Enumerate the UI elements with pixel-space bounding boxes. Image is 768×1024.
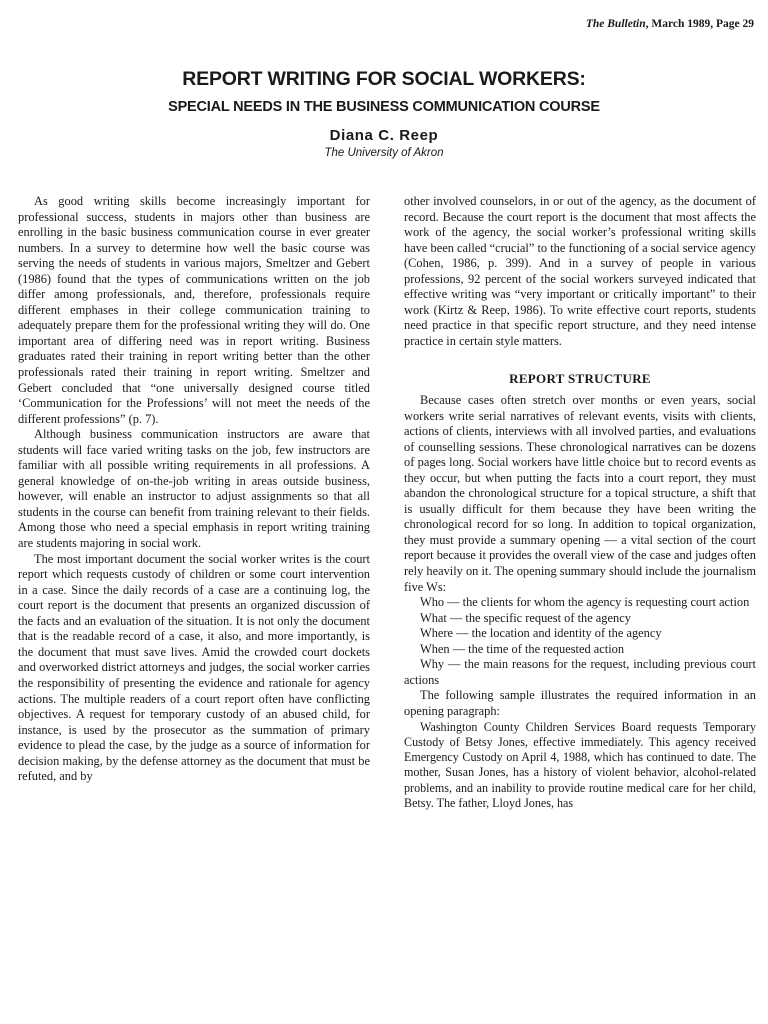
article-subtitle: SPECIAL NEEDS IN THE BUSINESS COMMUNICATION COURSE [168, 99, 600, 115]
list-item-where: Where — the location and identity of the agency [420, 626, 662, 641]
author-name: Diana C. Reep [329, 127, 439, 144]
author-affiliation: The University of Akron [324, 147, 444, 159]
running-head [586, 18, 754, 30]
list-item-when: When — the time of the requested action [420, 641, 625, 656]
body-paragraph: The following sample illustrates the required information in an opening paragraph: [404, 688, 756, 718]
list-item-who: Who — the clients for whom the agency is requesting court action [420, 595, 750, 610]
publication-name: The Bulletin [585, 18, 646, 30]
body-paragraph: The most important document the social worker writes is the court report which requests custody of children or some court intervention in a case. Since the daily records of a case are a continuing log, the court report is the document that presents an organized discussion of the facts and an evaluation of the situation. It is not only the document that is the readable record of a case, it also, and more importantly, is the document that must save lives. Amid the crowded court dockets and overworked district attorneys and judges, the social worker carries the responsibility of presenting the evidence and rationale for agency actions. The multiple readers of a court report often have conflicting objectives. A request for temporary custody of an abused child, for instance, is used by the prosecutor as the summation of primary evidence to plead the case, by the judge as a source of information for decision making, by the defense attorney as the document that must be refuted, and by [18, 551, 370, 784]
section-heading: REPORT STRUCTURE [509, 371, 651, 387]
issue-info: , March 1989, Page 29 [645, 18, 754, 30]
list-item-why: Why — the main reasons for the request, including previous court actions [404, 657, 756, 687]
right-column [404, 194, 756, 811]
article-title: REPORT WRITING FOR SOCIAL WORKERS: [182, 68, 586, 90]
body-paragraph: Although business communication instructors are aware that students will face varied writing tasks on the job, few instructors are familiar with all possible writing requirements in all professions. A general knowledge of on-the-job writing in areas outside business, however, will enable an instructor to adjust assignments so that all students in the course can benefit from training relevant to their fields. Among those who need a special emphasis in report writing training are students majoring in social work. [18, 427, 370, 551]
body-paragraph: Because cases often stretch over months or even years, social workers write serial narratives of relevant events, visits with clients, actions of clients, interviews with all involved parties, and evaluations of counselling sessions. These chronological narratives can be dozens of pages long. Social workers have little choice but to record events as they occur, but when putting the facts into a court report, they must abandon the chronological structure for a topical structure, a shift that is usually difficult for them because they have been writing the chronological record for so long. In addition to topical organization, they must provide a summary opening — a vital section of the court report because it provides the overall view of the case and judges often rely heavily on it. The opening summary should include the journalism five Ws: [404, 393, 756, 594]
continued-paragraph: other involved counselors, in or out of the agency, as the document of record. Because the court report is the document that most affects the work of the agency, the social worker’s professional writing skills have been called “crucial” to the functioning of a social service agency (Cohen, 1986, p. 399). And in a survey of people in various professions, 92 percent of the social workers surveyed indicated that effective writing was “very important or critically important” to their work (Kirtz & Reep, 1986). To write effective court reports, students need practice in that specific report structure, and they need intense practice in certain style matters. [404, 194, 756, 348]
list-item-what: What — the specific request of the agency [420, 610, 631, 625]
left-column [18, 194, 370, 785]
sample-paragraph: Washington County Children Services Board requests Temporary Custody of Betsy Jones, effective immediately. This agency received Emergency Custody on April 4, 1988, which has continued to date. The mother, Susan Jones, has a history of violent behavior, alcohol-related problems, and an inability to provide routine medical care for her child, Betsy. The father, Lloyd Jones, has [404, 719, 756, 810]
body-paragraph: As good writing skills become increasingly important for professional success, students in majors other than business are enrolling in the basic business communication course in ever greater numbers. In a survey to determine how well the basic course was serving the needs of students in various majors, Smeltzer and Gebert (1986) found that the types of communications written on the job differ among professionals, and, therefore, professionals require different emphases in their college communication training to adequately prepare them for the professional writing they will do. One important area of differing need was in report writing. Business graduates rated their training in report writing better than the other professionals rated their training in report writing. Smeltzer and Gebert concluded that “one universally designed course titled ‘Communication for the Professions’ will not meet the needs of the different professions” (p. 7). [18, 194, 370, 426]
